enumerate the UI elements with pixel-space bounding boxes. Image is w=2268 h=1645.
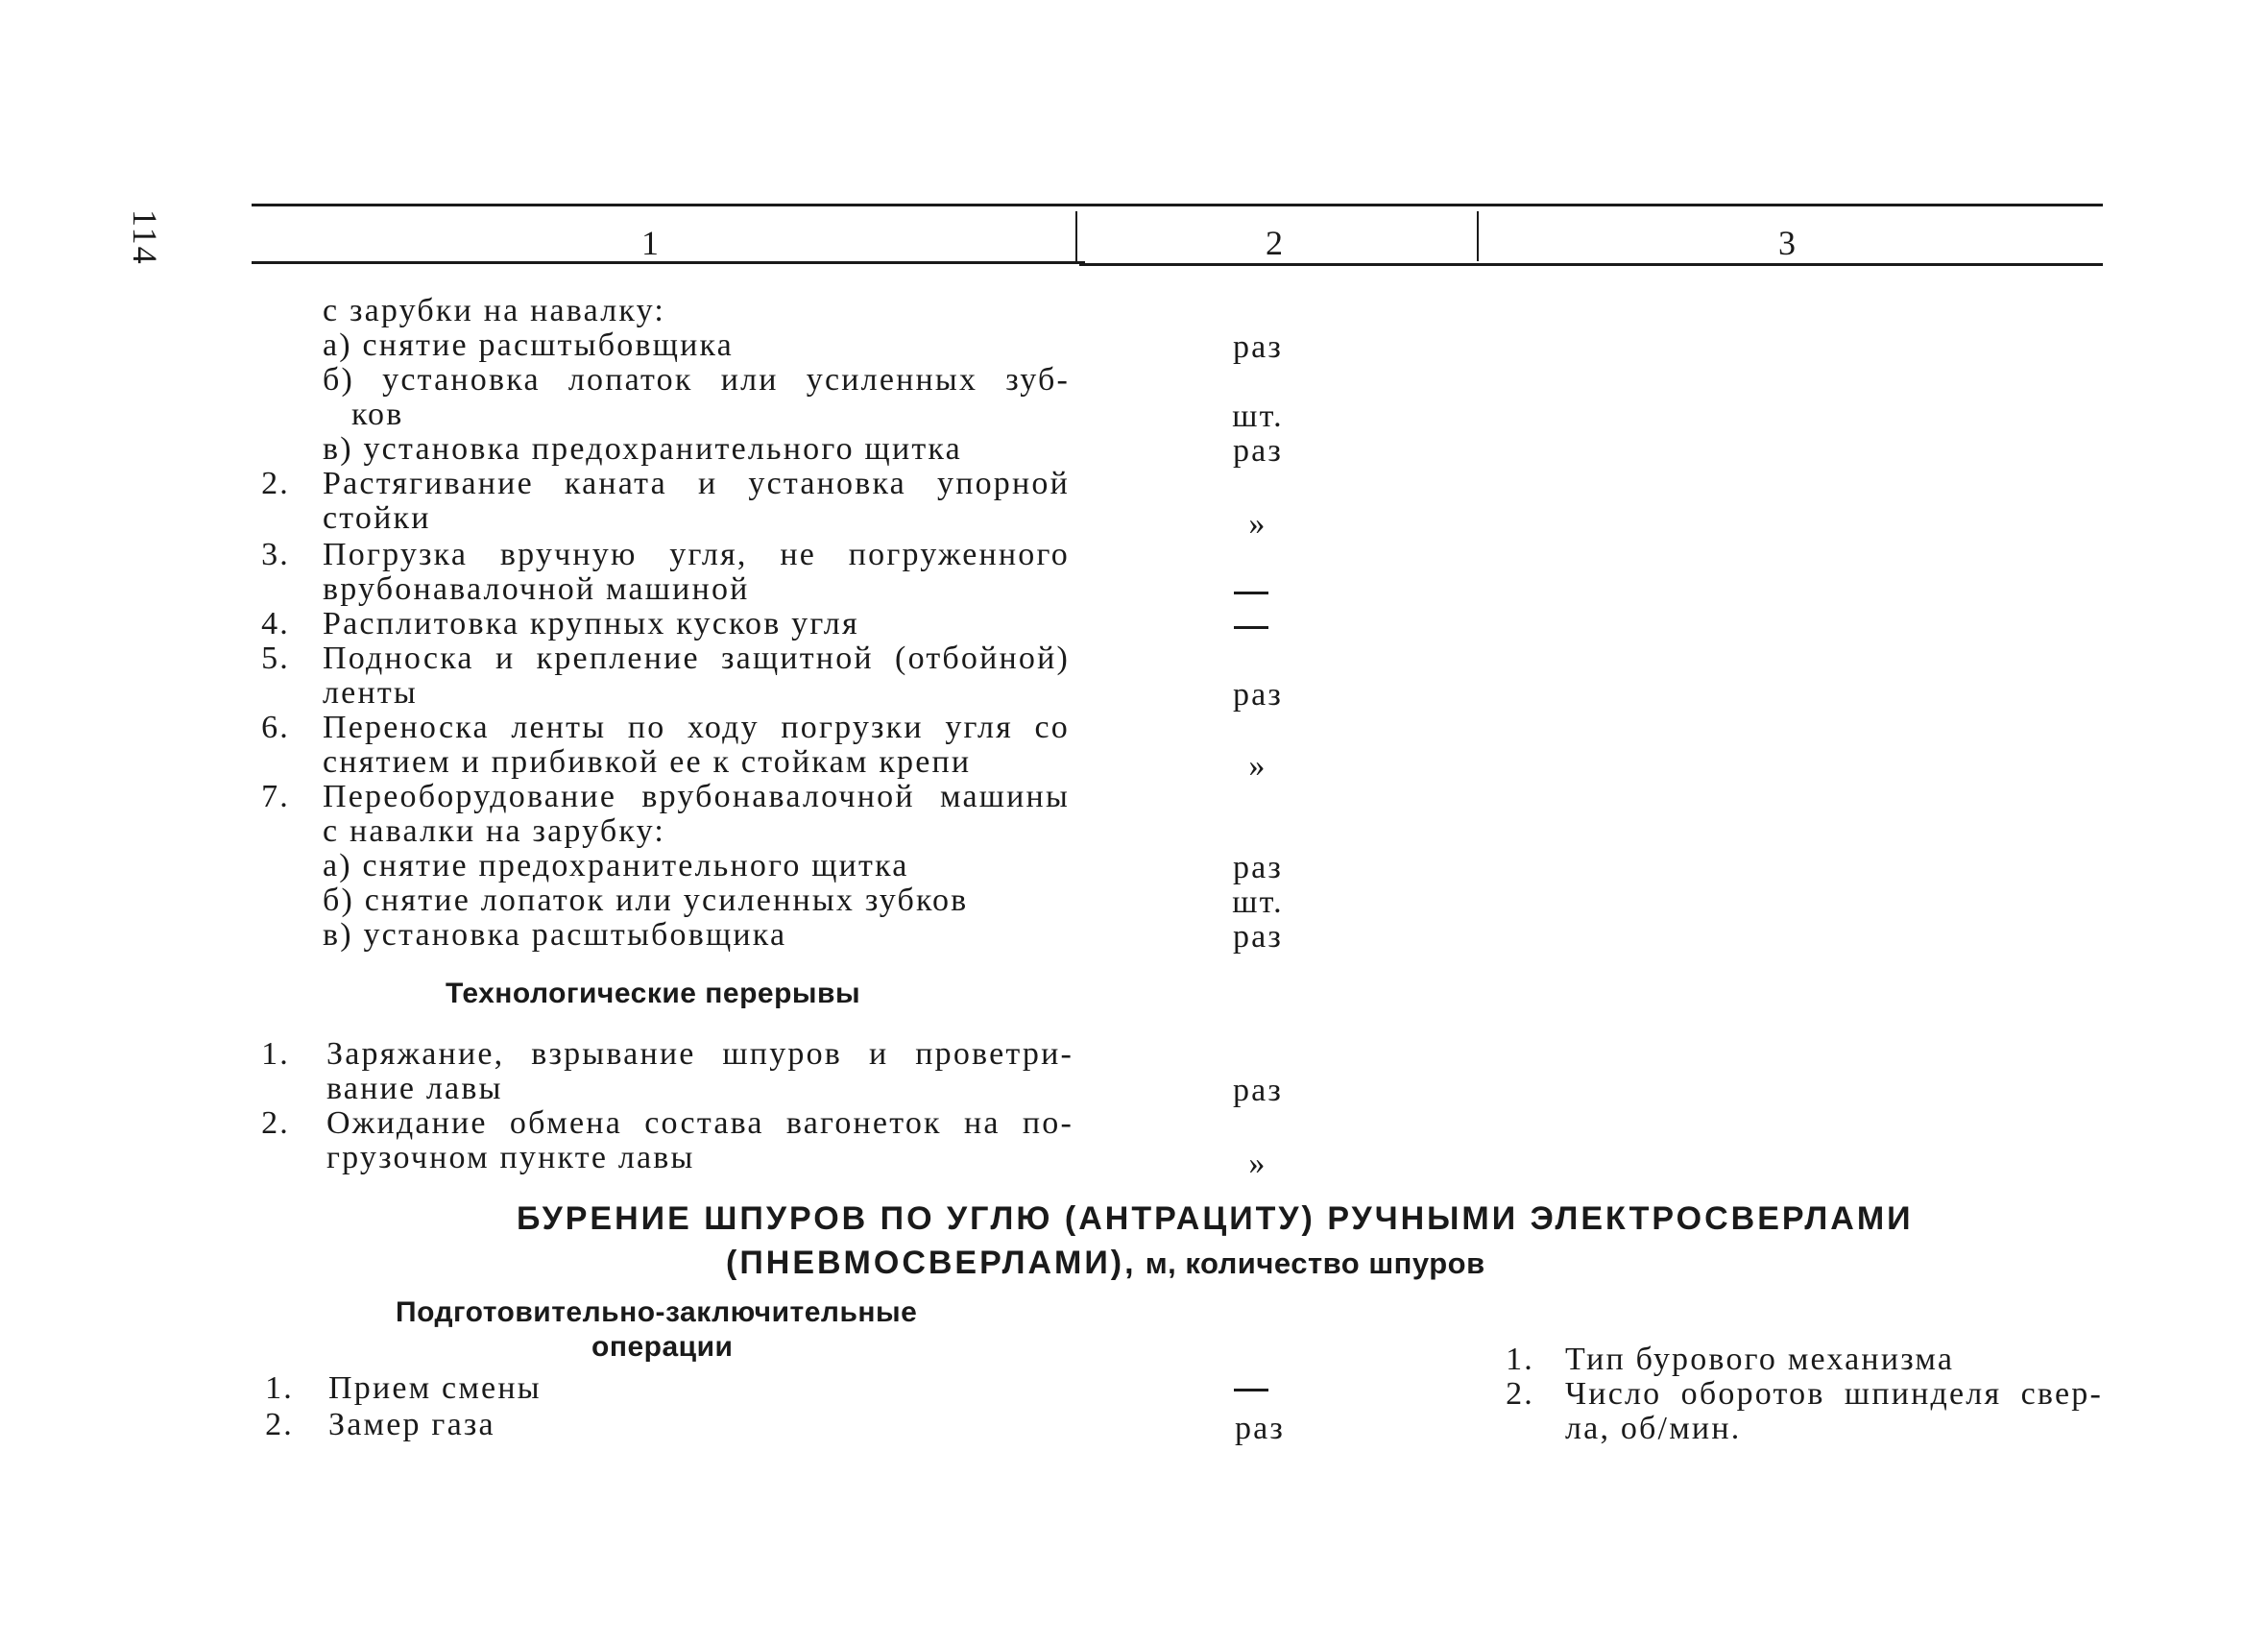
list-item: в) установка расштыбовщика <box>323 917 787 953</box>
item-number: 2. <box>265 1407 294 1442</box>
unit-value: раз <box>1232 1073 1284 1108</box>
list-item: Подноска и крепление защитной (отбойной) <box>323 641 1070 676</box>
list-item: а) снятие расштыбовщика <box>323 327 734 363</box>
unit-value: раз <box>1232 850 1284 885</box>
section-title-line2 <box>726 1245 1485 1282</box>
prep-ops-heading-line1: Подготовительно-заключительные <box>396 1296 918 1328</box>
item-number: 1. <box>261 1036 290 1072</box>
header-top-rule <box>252 204 2103 206</box>
list-item: Растягивание каната и установка упорной <box>323 466 1070 501</box>
unit-value: » <box>1248 506 1267 542</box>
item-number: 7. <box>261 779 290 814</box>
list-item: с навалки на зарубку: <box>323 813 665 849</box>
column-header-3: 3 <box>1778 224 1796 262</box>
list-item: ленты <box>323 675 418 711</box>
list-item: Погрузка вручную угля, не погруженного <box>323 537 1070 572</box>
item-number: 6. <box>261 710 290 745</box>
unit-value: раз <box>1232 677 1284 713</box>
item-number: 2. <box>261 466 290 501</box>
unit-value: шт. <box>1232 884 1284 920</box>
unit-value: » <box>1248 748 1267 784</box>
unit-value: раз <box>1232 919 1284 955</box>
list-item: б) установка лопаток или усиленных зуб- <box>323 362 1070 398</box>
item-number: 1. <box>265 1370 294 1406</box>
item-number: 2. <box>1506 1376 1534 1412</box>
item-number: 4. <box>261 606 290 641</box>
list-item: б) снятие лопаток или усиленных зубков <box>323 883 969 918</box>
list-item: а) снятие предохранительного щитка <box>323 848 909 883</box>
list-item: ла, об/мин. <box>1565 1411 1742 1446</box>
list-item: вание лавы <box>326 1071 503 1106</box>
tech-breaks-heading: Технологические перерывы <box>446 978 861 1009</box>
list-item: Расплитовка крупных кусков угля <box>323 606 859 641</box>
header-bottom-rule-2 <box>1079 263 2103 266</box>
column-header-2: 2 <box>1266 224 1283 262</box>
list-item: в) установка предохранительного щитка <box>323 431 962 467</box>
list-item: Тип бурового механизма <box>1565 1342 1955 1377</box>
item-number: 2. <box>261 1105 290 1141</box>
dash-mark <box>1234 592 1268 594</box>
item-number: 5. <box>261 641 290 676</box>
unit-value: раз <box>1232 433 1284 469</box>
list-item: Заряжание, взрывание шпуров и проветри- <box>326 1036 1074 1072</box>
header-divider-1 <box>1075 211 1077 261</box>
section-title-caps: (ПНЕВМОСВЕРЛАМИ), <box>726 1245 1137 1281</box>
column-header-1: 1 <box>641 224 659 262</box>
unit-value: шт. <box>1232 399 1284 434</box>
list-item: Ожидание обмена состава вагонеток на по- <box>326 1105 1074 1141</box>
section-title-line1: БУРЕНИЕ ШПУРОВ ПО УГЛЮ (АНТРАЦИТУ) РУЧНЫМИ ЭЛЕКТРОСВЕРЛАМИ <box>517 1200 1914 1237</box>
unit-value: раз <box>1234 1411 1286 1446</box>
dash-mark <box>1234 626 1268 629</box>
unit-value: » <box>1248 1146 1267 1181</box>
section-title-rest: м, количество шпуров <box>1136 1246 1485 1280</box>
list-item: стойки <box>323 500 431 536</box>
list-item: Переноска ленты по ходу погрузки угля со <box>323 710 1070 745</box>
list-item: Замер газа <box>328 1407 495 1442</box>
list-item: снятием и прибивкой ее к стойкам крепи <box>323 744 972 780</box>
dash-mark <box>1234 1389 1268 1391</box>
list-item: Прием смены <box>328 1370 542 1406</box>
list-item: ков <box>351 397 404 432</box>
prep-ops-heading-line2: операции <box>591 1331 734 1363</box>
list-item: Число оборотов шпинделя свер- <box>1565 1376 2103 1412</box>
list-item: грузочном пункте лавы <box>326 1140 695 1175</box>
header-bottom-rule-1 <box>252 261 1085 264</box>
header-divider-2 <box>1477 211 1479 261</box>
page-number: 114 <box>126 209 164 266</box>
item-number: 3. <box>261 537 290 572</box>
list-item: Переоборудование врубонавалочной машины <box>323 779 1070 814</box>
item-number: 1. <box>1506 1342 1534 1377</box>
list-item: с зарубки на навалку: <box>323 293 665 328</box>
unit-value: раз <box>1232 329 1284 365</box>
list-item: врубонавалочной машиной <box>323 571 750 607</box>
